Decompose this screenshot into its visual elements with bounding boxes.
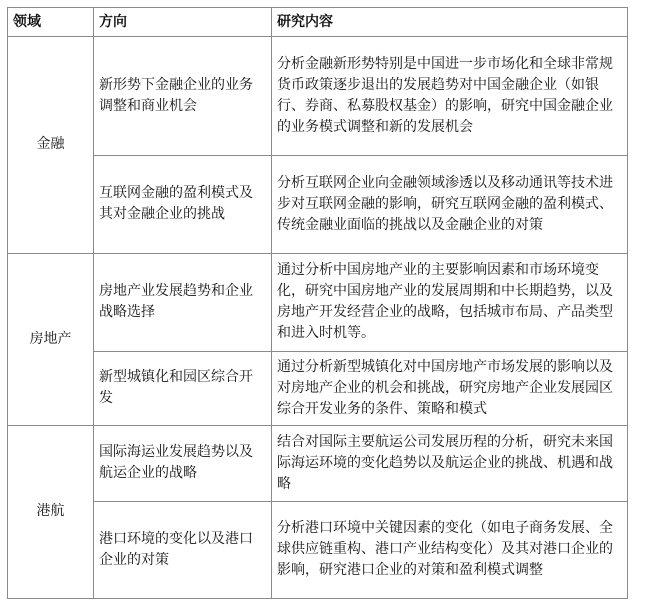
direction-cell: 港口环境的变化以及港口企业的对策 [94, 502, 272, 599]
content-cell: 分析金融新形势特别是中国进一步市场化和全球非常规货币政策逐步退出的发展趋势对中国金融企业（如银行、券商、私募股权基金）的影响，研究中国金融企业的业务模式调整和新的发展机会 [272, 37, 628, 156]
header-row [8, 8, 628, 37]
research-table-container [7, 7, 628, 599]
header-direction: 方向 [94, 8, 272, 37]
field-cell: 房地产 [8, 254, 94, 426]
table-row [8, 254, 628, 352]
content-cell: 通过分析新型城镇化对中国房地产市场发展的影响以及对房地产企业的机会和挑战，研究房地产企业发展园区综合开发业务的条件、策略和模式 [272, 352, 628, 426]
direction-cell: 互联网金融的盈利模式及其对金融企业的挑战 [94, 156, 272, 254]
table-row [8, 37, 628, 156]
table-row [8, 426, 628, 502]
header-content: 研究内容 [272, 8, 628, 37]
direction-cell: 房地产业发展趋势和企业战略选择 [94, 254, 272, 352]
table-row [8, 156, 628, 254]
table-row [8, 352, 628, 426]
direction-cell: 新形势下金融企业的业务调整和商业机会 [94, 37, 272, 156]
field-cell: 港航 [8, 426, 94, 599]
field-cell: 金融 [8, 37, 94, 254]
direction-cell: 新型城镇化和园区综合开发 [94, 352, 272, 426]
research-table [7, 7, 628, 599]
header-field: 领域 [8, 8, 94, 37]
content-cell: 结合对国际主要航运公司发展历程的分析，研究未来国际海运环境的变化趋势以及航运企业的挑战、机遇和战略 [272, 426, 628, 502]
content-cell: 通过分析中国房地产业的主要影响因素和市场环境变化，研究中国房地产业的发展周期和中长期趋势，以及房地产开发经营企业的战略，包括城市布局、产品类型和进入时机等。 [272, 254, 628, 352]
direction-cell: 国际海运业发展趋势以及航运企业的战略 [94, 426, 272, 502]
content-cell: 分析互联网企业向金融领域渗透以及移动通讯等技术进步对互联网金融的影响，研究互联网金融的盈利模式、传统金融业面临的挑战以及金融企业的对策 [272, 156, 628, 254]
table-row [8, 502, 628, 599]
content-cell: 分析港口环境中关键因素的变化（如电子商务发展、全球供应链重构、港口产业结构变化）及其对港口企业的影响，研究港口企业的对策和盈利模式调整 [272, 502, 628, 599]
